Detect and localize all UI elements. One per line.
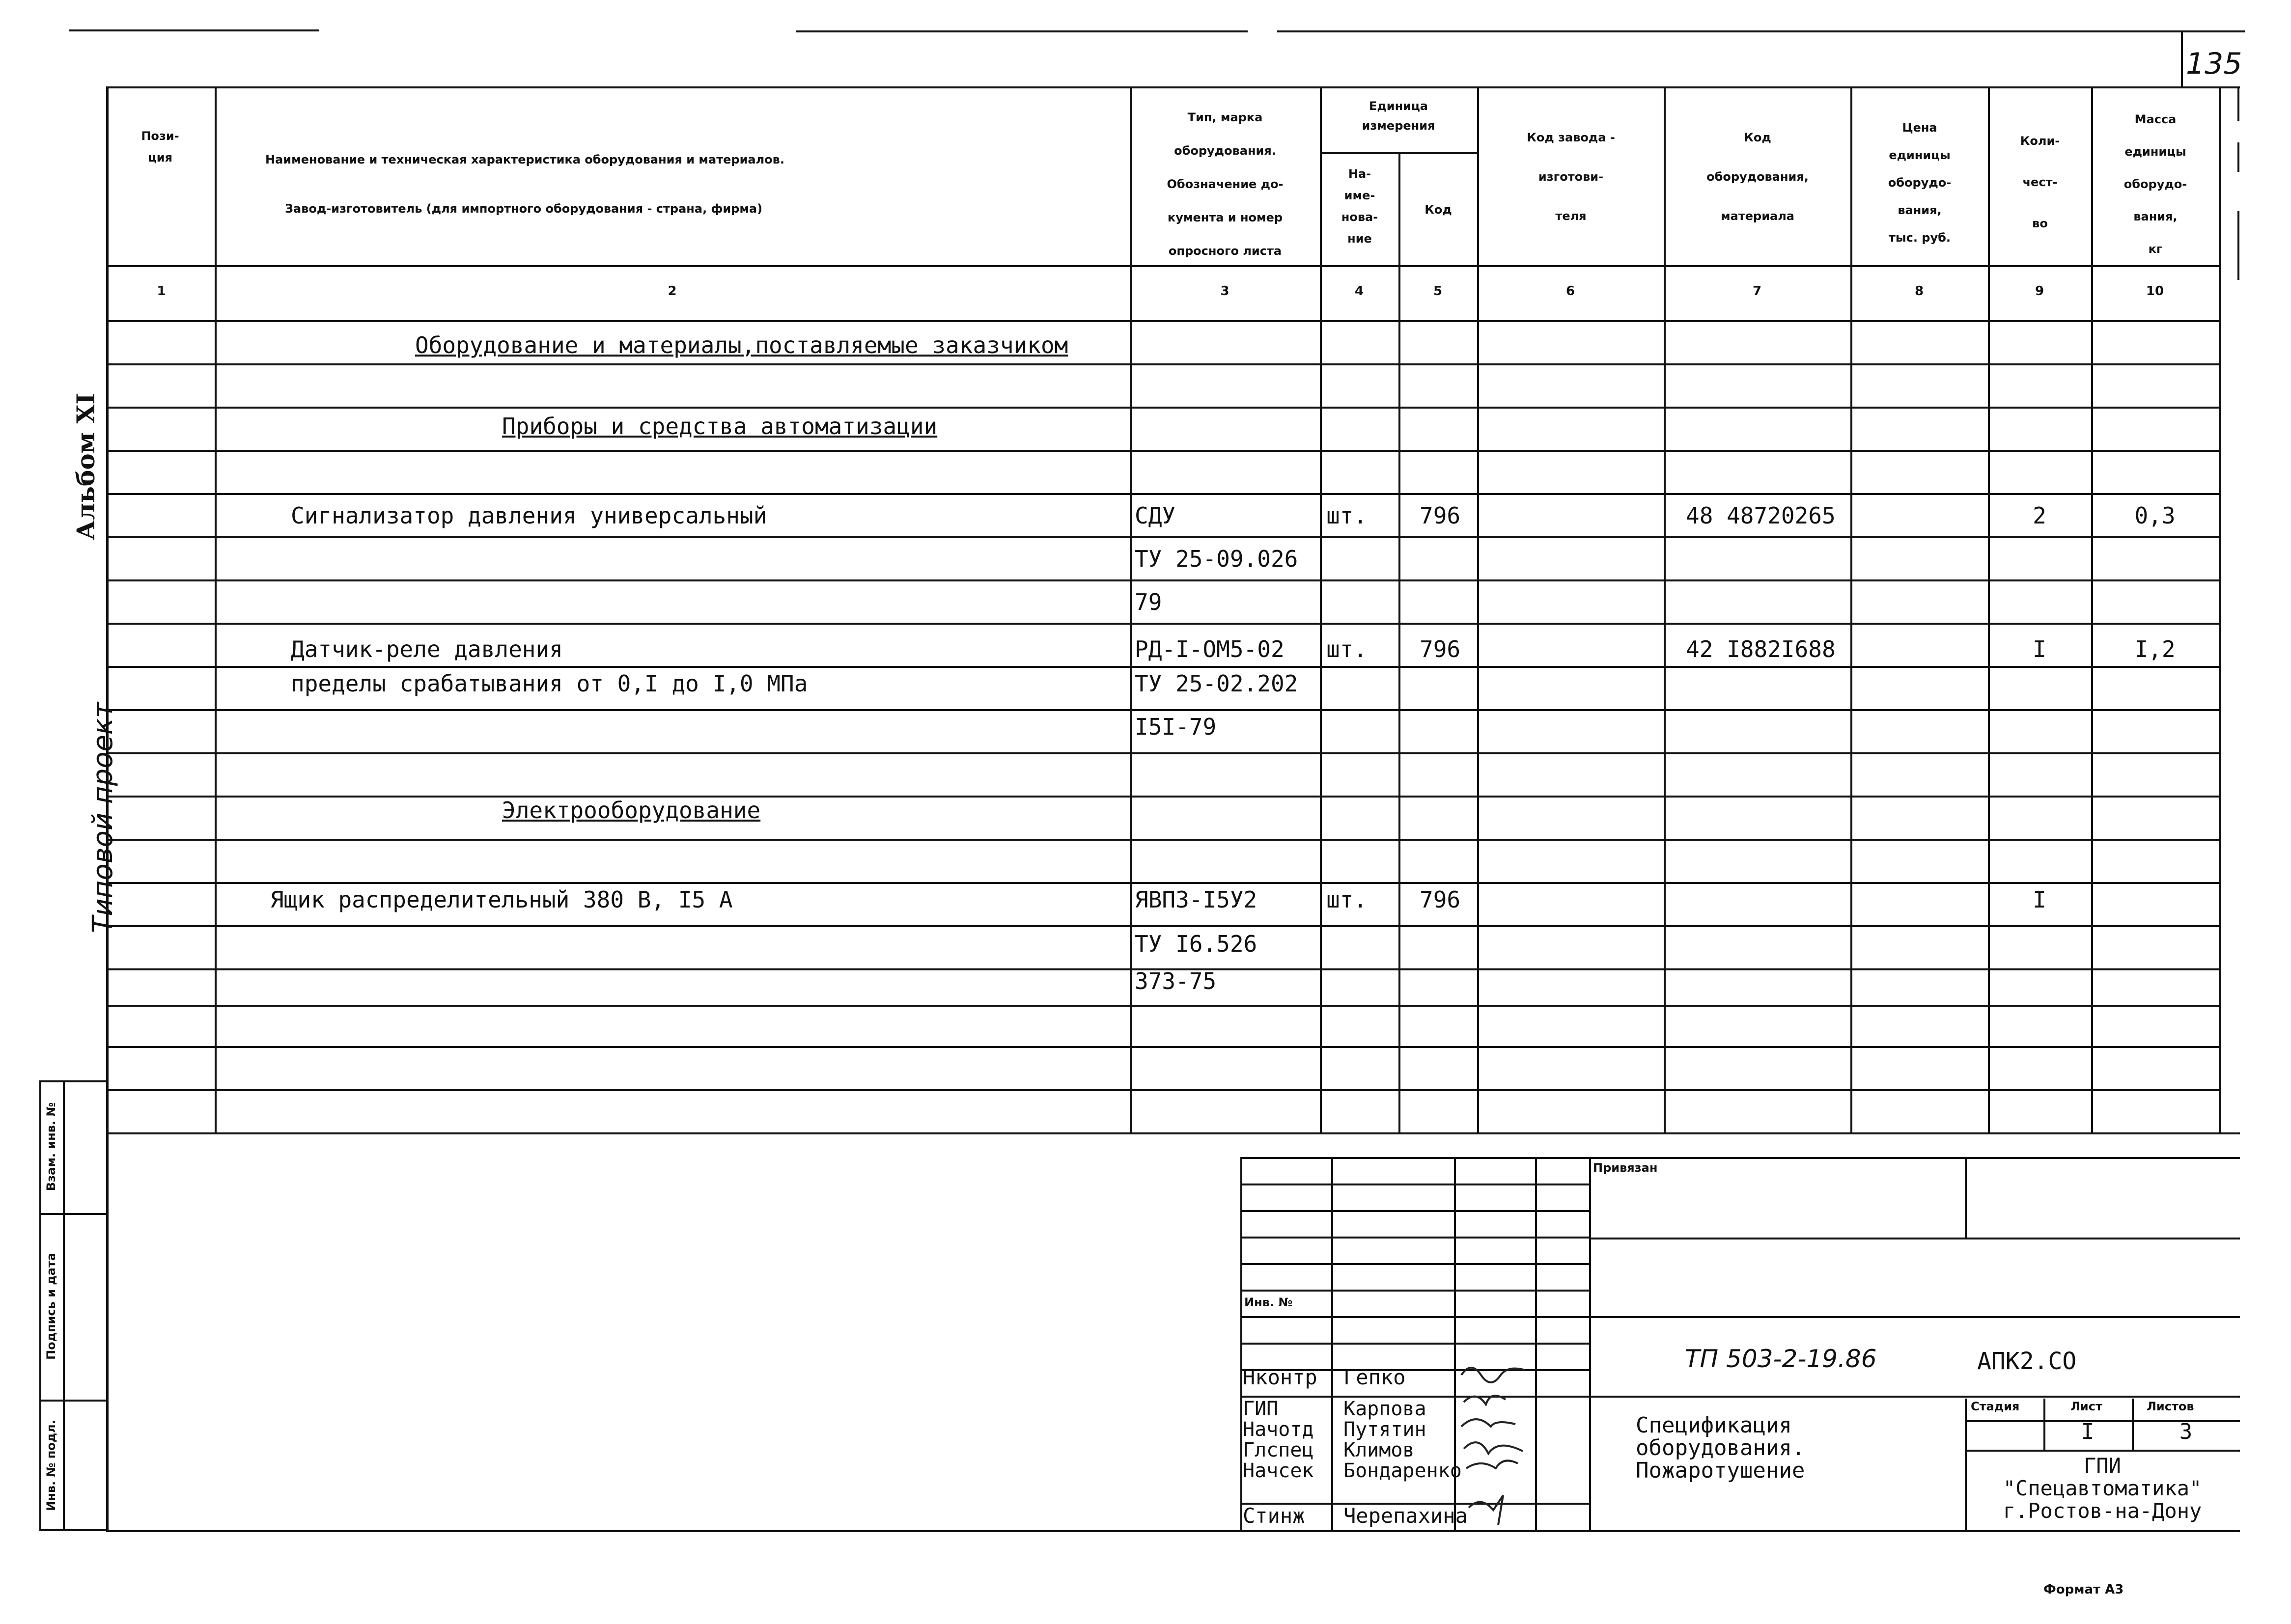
grid-row — [1320, 152, 1477, 154]
header-col4 — [1322, 163, 1397, 249]
grid-row — [106, 839, 2219, 841]
grid-row — [106, 1005, 2219, 1007]
frame-right — [2237, 211, 2239, 280]
header-text: Цена — [1902, 121, 1937, 135]
sheet-value: I — [2081, 1419, 2095, 1444]
roles-column — [1243, 1503, 1305, 1529]
header-unit — [1322, 96, 1475, 136]
header-col7 — [1666, 118, 1849, 236]
col-number: 9 — [2035, 284, 2044, 299]
side-stamp-divider — [39, 1400, 106, 1402]
item-type: СДУ — [1135, 502, 1176, 529]
names-column — [1343, 1503, 1468, 1529]
header-text: Завод-изготовитель (для импортного оборудования - страна, фирма) — [285, 202, 763, 216]
header-text: кумента и номер — [1167, 211, 1283, 224]
grid-row — [106, 623, 2219, 625]
item-unit-code: 796 — [1420, 502, 1461, 529]
page-number: 135 — [2186, 47, 2242, 81]
header-text: изготови- — [1538, 170, 1604, 184]
header-col5: Код — [1425, 203, 1452, 217]
header-text: материала — [1721, 209, 1794, 223]
header-text: вания, — [2133, 210, 2178, 223]
item-type: ТУ 25-02.202 — [1135, 670, 1298, 697]
header-text: име- — [1344, 189, 1375, 202]
section-heading: Приборы и средства автоматизации — [502, 413, 938, 440]
header-text: измерения — [1362, 119, 1435, 133]
person-name: Гепко — [1343, 1365, 1406, 1389]
item-type: 79 — [1135, 589, 1162, 615]
item-name: Ящик распределительный 380 В, I5 А — [270, 886, 733, 913]
item-qty: I — [2033, 886, 2046, 913]
designation — [1685, 1345, 1877, 1373]
title-row — [1240, 1343, 1589, 1345]
grid-row — [106, 320, 2219, 322]
col-number: 6 — [1565, 284, 1575, 299]
grid-row — [106, 493, 2219, 495]
frame-right — [2237, 86, 2239, 121]
grid-row — [106, 1132, 2240, 1134]
header-text: Пози- — [141, 129, 179, 143]
item-name: Датчик-реле давления — [291, 636, 563, 662]
privyazan-label: Привязан — [1593, 1161, 1658, 1175]
grid-row — [106, 666, 2219, 668]
header-text: кг — [2148, 242, 2163, 256]
grid-row — [106, 536, 2219, 538]
grid-row — [106, 407, 2219, 409]
grid-col — [1664, 86, 1666, 1132]
header-text: нова- — [1341, 210, 1378, 224]
outer-frame — [106, 86, 2240, 1532]
header-col10 — [2093, 103, 2218, 265]
org-line: г.Ростов-на-Дону — [2003, 1499, 2202, 1523]
header-text: Обозначение до- — [1167, 177, 1284, 191]
header-text: оборудования, — [1706, 170, 1809, 184]
header-text: теля — [1555, 209, 1587, 223]
inv-no-label: Инв. № — [1244, 1295, 1293, 1309]
stamp-inv-orig: Инв. № подл. — [44, 1420, 58, 1511]
top-rule — [69, 29, 319, 31]
project-label: Типовой проект — [87, 702, 119, 933]
item-name: Сигнализатор давления универсальный — [291, 502, 767, 529]
side-stamp-divider — [63, 1080, 65, 1531]
sheets-value: 3 — [2179, 1419, 2193, 1444]
item-type: ТУ 25-09.026 — [1135, 546, 1298, 572]
grid-row — [106, 796, 2219, 798]
header-text: вания, — [1898, 203, 1942, 217]
item-unit-code: 796 — [1420, 636, 1461, 662]
item-equip-code: 48 48720265 — [1686, 502, 1836, 529]
item-type: ТУ I6.526 — [1135, 931, 1257, 957]
grid-row — [106, 709, 2219, 711]
header-text: оборудо- — [2123, 177, 2187, 191]
item-unit: шт. — [1326, 886, 1368, 913]
role: Начотд — [1243, 1418, 1314, 1441]
album-label: Альбом XI — [71, 393, 100, 540]
grid-row — [106, 579, 2219, 581]
sheets-label: Листов — [2147, 1400, 2194, 1413]
title-row — [1240, 1316, 2240, 1318]
header-text: опросного листа — [1168, 244, 1282, 258]
grid-col — [2219, 86, 2221, 1132]
header-text: тыс. руб. — [1888, 231, 1951, 245]
document-title — [1636, 1414, 1805, 1482]
stamp-sign-date: Подпись и дата — [44, 1253, 58, 1360]
page-number-border — [2181, 30, 2183, 88]
grid-row — [106, 882, 2219, 884]
header-text: ция — [147, 151, 172, 165]
col-number: 3 — [1220, 284, 1229, 299]
header-text: ние — [1347, 232, 1372, 246]
grid-row — [106, 752, 2219, 754]
header-text: Код — [1744, 131, 1771, 144]
grid-row — [106, 1089, 2219, 1091]
title-line: оборудования. — [1636, 1435, 1805, 1460]
grid-row — [106, 1046, 2219, 1048]
header-text: единицы — [2124, 145, 2186, 159]
header-col8 — [1852, 114, 1987, 251]
header-text: во — [2032, 217, 2048, 230]
names-column — [1343, 1364, 1405, 1391]
title-line: Пожаротушение — [1636, 1458, 1805, 1483]
header-text: оборудования. — [1174, 144, 1276, 158]
item-type: РД-I-ОМ5-02 — [1135, 636, 1285, 662]
item-type: 373-75 — [1135, 968, 1217, 994]
header-col9 — [1990, 120, 2090, 244]
header-text: оборудо- — [1888, 176, 1952, 190]
role: ГИП — [1243, 1398, 1279, 1420]
title-col — [1589, 1157, 1591, 1532]
header-text: На- — [1348, 167, 1371, 181]
title-row — [1240, 1210, 1589, 1212]
col-number: 8 — [1914, 284, 1924, 299]
person-name: Черепахина — [1343, 1504, 1468, 1528]
grid-row — [106, 363, 2219, 365]
col-number: 7 — [1752, 284, 1762, 299]
stamp-inv-dup: Взам. инв. № — [44, 1102, 58, 1191]
org-line: "Спецавтоматика" — [2003, 1476, 2202, 1500]
org-line: ГПИ — [2084, 1454, 2121, 1478]
signatures — [1454, 1355, 1537, 1532]
item-unit: шт. — [1326, 502, 1368, 529]
header-text: Код завода - — [1527, 131, 1615, 144]
header-text: Наименование и техническая характеристика оборудования и материалов. — [265, 153, 784, 166]
header-col6 — [1479, 118, 1663, 236]
header-text: чест- — [2022, 175, 2058, 189]
header-text: Масса — [2134, 112, 2177, 126]
title-row — [1589, 1238, 2240, 1239]
header-text: Коли- — [2020, 134, 2060, 148]
section-heading: Оборудование и материалы,поставляемые заказчиком — [415, 332, 1068, 358]
header-col3 — [1132, 101, 1318, 268]
header-text: Единица — [1369, 99, 1428, 113]
grid-col — [215, 86, 217, 1132]
item-type: I5I-79 — [1135, 714, 1217, 740]
item-mass: 0,3 — [2134, 502, 2176, 529]
top-rule — [1277, 30, 2245, 32]
title-block-top — [1240, 1157, 2240, 1159]
item-unit-code: 796 — [1420, 886, 1461, 913]
title-line: Спецификация — [1636, 1413, 1792, 1438]
person-name: Бондаренко — [1343, 1459, 1462, 1482]
header-text: Тип, марка — [1187, 110, 1263, 124]
item-mass: I,2 — [2134, 636, 2176, 662]
section-heading: Электрооборудование — [502, 797, 761, 824]
title-row — [1240, 1184, 1589, 1185]
sheet-label: Лист — [2070, 1400, 2102, 1413]
role: Стинж — [1243, 1504, 1305, 1528]
roles-column — [1243, 1399, 1314, 1481]
item-equip-code: 42 I882I688 — [1686, 636, 1836, 662]
role: Начсек — [1243, 1459, 1314, 1482]
item-name-detail: пределы срабатывания от 0,I до I,0 МПа — [291, 670, 808, 697]
role: Глспец — [1243, 1439, 1314, 1461]
roles-column — [1243, 1364, 1317, 1391]
header-col2 — [231, 135, 1066, 233]
designation-text: ТП 503-2-19.86 — [1685, 1345, 1877, 1373]
person-name: Климов — [1343, 1439, 1415, 1461]
item-unit: шт. — [1326, 636, 1368, 662]
col-number: 5 — [1433, 284, 1443, 299]
top-rule — [796, 30, 1248, 32]
item-qty: I — [2033, 636, 2046, 662]
header-text: единицы — [1889, 148, 1951, 162]
item-type: ЯВПЗ-I5У2 — [1135, 886, 1257, 913]
person-name: Карпова — [1343, 1398, 1426, 1420]
grid-col — [1477, 86, 1479, 1132]
role: Нконтр — [1243, 1365, 1317, 1389]
names-column — [1343, 1399, 1462, 1481]
header-col1 — [118, 125, 202, 168]
format-label: Формат А3 — [2043, 1582, 2124, 1597]
title-col — [1965, 1157, 1967, 1239]
person-name: Путятин — [1343, 1418, 1426, 1441]
col-number: 10 — [2146, 284, 2164, 299]
frame-right — [2237, 142, 2239, 172]
doc-code: АПК2.СО — [1977, 1348, 2077, 1375]
title-block-left — [1240, 1157, 1242, 1532]
col-number: 2 — [668, 284, 677, 299]
col-number: 4 — [1354, 284, 1364, 299]
title-row — [1240, 1290, 1589, 1292]
title-row — [1240, 1237, 1589, 1239]
col-number: 1 — [157, 284, 166, 299]
stage-label: Стадия — [1971, 1400, 2020, 1413]
item-qty: 2 — [2033, 502, 2046, 529]
grid-col — [1398, 152, 1400, 1132]
title-col — [1331, 1157, 1333, 1532]
organization — [1965, 1455, 2240, 1522]
grid-row — [106, 925, 2219, 927]
title-row — [1240, 1263, 1589, 1265]
grid-row — [106, 450, 2219, 452]
title-row — [1965, 1450, 2240, 1452]
